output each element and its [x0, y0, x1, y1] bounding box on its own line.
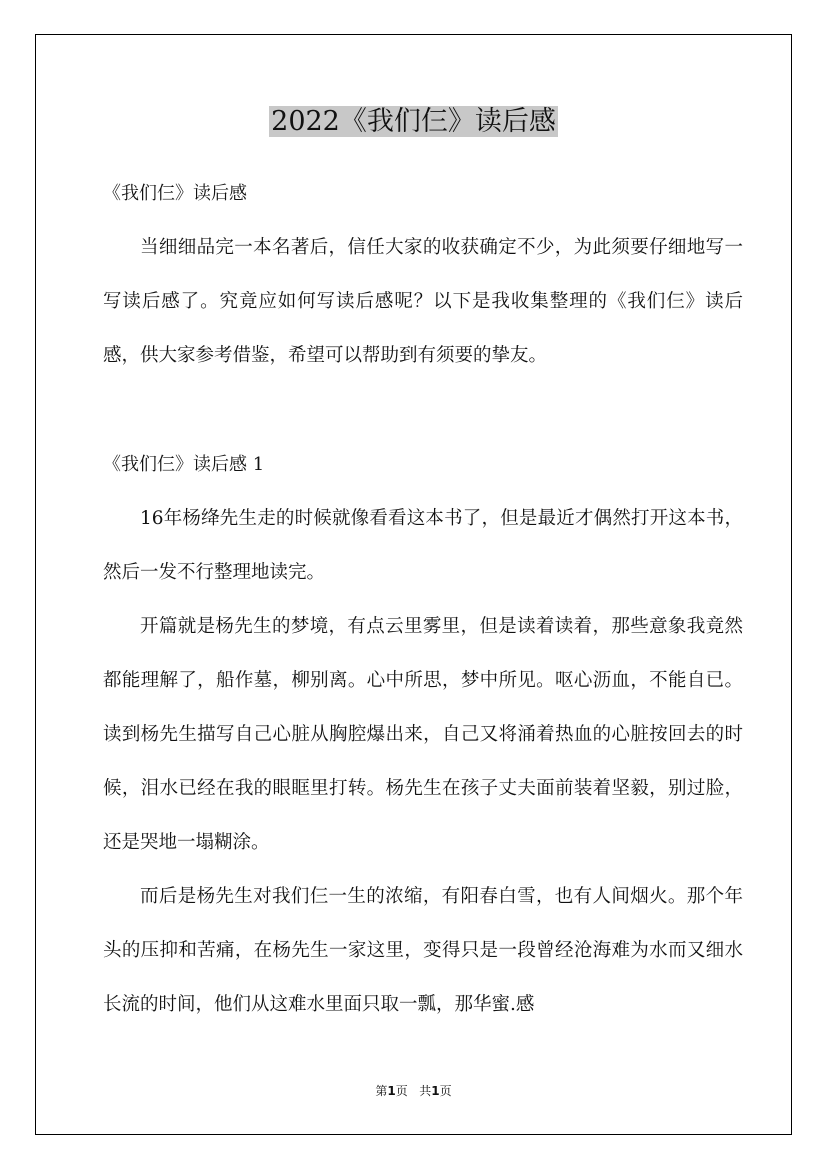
- footer-page-prefix: 第: [375, 1084, 388, 1098]
- document-title: [0, 100, 827, 144]
- footer-total-number: 1: [431, 1084, 440, 1098]
- footer-total-prefix: 共: [419, 1084, 432, 1098]
- footer-page-number: 1: [387, 1084, 396, 1098]
- footer-page-unit: 页: [395, 1084, 408, 1098]
- subtitle: 《我们仨》读后感: [103, 183, 247, 204]
- body-paragraph-3: 而后是杨先生对我们仨一生的浓缩，有阳春白雪，也有人间烟火。那个年头的压抑和苦痛，在杨先生一家这里，变得只是一段曾经沧海难为水而又细水长流的时间，他们从这难水里面只取一瓢，那华蜜.感: [103, 886, 743, 1015]
- page-footer: [0, 1083, 827, 1099]
- intro-paragraph: 当细细品完一本名著后，信任大家的收获确定不少，为此须要仔细地写一写读后感了。究竟应如何写读后感呢？以下是我收集整理的《我们仨》读后感，供大家参考借鉴，希望可以帮助到有须要的挚友。: [103, 237, 743, 366]
- footer-total-unit: 页: [439, 1084, 452, 1098]
- body-paragraph-1: 16年杨绛先生走的时候就像看看这本书了，但是最近才偶然打开这本书，然后一发不行整理地读完。: [103, 508, 743, 583]
- section-heading: 《我们仨》读后感 1: [103, 454, 265, 475]
- document-title-text: 2022《我们仨》读后感: [271, 106, 556, 137]
- body-paragraph-2: 开篇就是杨先生的梦境，有点云里雾里，但是读着读着，那些意象我竟然都能理解了，船作墓，柳别离。心中所思，梦中所见。呕心沥血，不能自已。读到杨先生描写自己心脏从胸腔爆出来，自己又将涌着热血的心脏按回去的时候，泪水已经在我的眼眶里打转。杨先生在孩子丈夫面前装着坚毅，别过脸，还是哭地一塌糊涂。: [103, 616, 743, 853]
